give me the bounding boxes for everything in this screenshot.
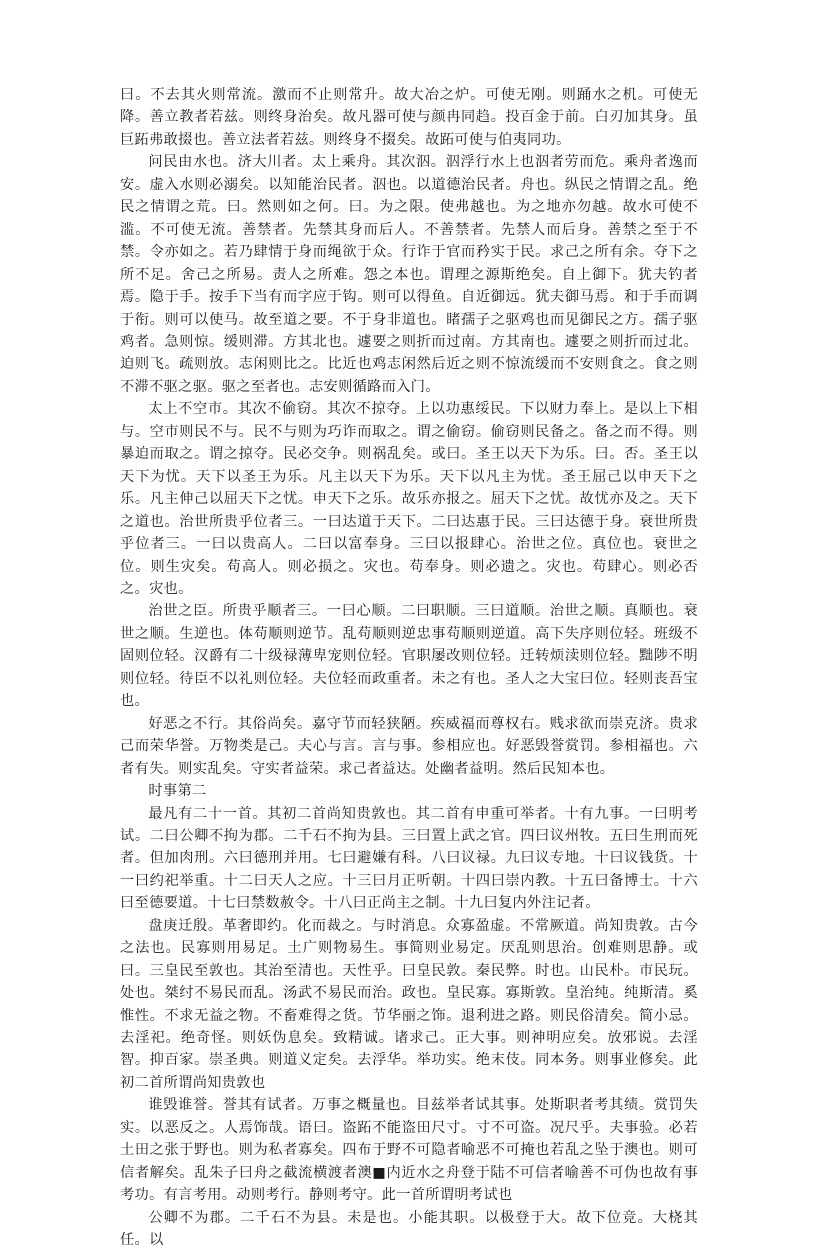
paragraph: 问民由水也。济大川者。太上乘舟。其次泅。泅浮行水上也泅者劳而危。乘舟者逸而安。虚入水则必溺矣。以知能治民者。泅也。以道德治民者。舟也。纵民之情谓之乱。绝民之情谓之荒。曰。然则如之何。曰。为之限。使弗越也。为之地亦勿越。故水可使不滥。不可使无流。善禁者。先禁其身而后人。不善禁者。先禁人而后身。善禁之至于不禁。令亦如之。若乃肆情于身而绳欲于众。行诈于官而矜实于民。求己之所有余。夺下之所不足。舍己之所易。责人之所难。怨之本也。谓理之源斯绝矣。自上御下。犹夫钓者焉。隐于手。按手下当有而字应于钩。则可以得鱼。自近御远。犹夫御马焉。和于手而调于衔。则可以使马。故至道之要。不于身非道也。睹孺子之驱鸡也而见御民之方。孺子驱鸡者。急则惊。缓则滞。方其北也。遽要之则折而过南。方其南也。遽要之则折而过北。迫则飞。疏则放。志闲则比之。比近也鸡志闲然后近之则不惊流缓而不安则食之。食之则不滞不驱之驱。驱之至者也。志安则循路而入门。 [120, 154, 698, 395]
paragraph: 盘庚迁殷。革奢即约。化而裁之。与时消息。众寡盈虚。不常厥道。尚知贵敦。古今之法也。民寡则用易足。土广则物易生。事简则业易定。厌乱则思治。创难则思静。或曰。三皇民至敦也。其治至清也。天性乎。曰皇民敦。秦民弊。时也。山民朴。市民玩。处也。桀纣不易民而乱。汤武不易民而治。政也。皇民寡。寡斯敦。皇治纯。纯斯清。奚惟性。不求无益之物。不畜难得之货。节华丽之饰。退利进之路。则民俗清矣。简小忌。去淫祀。绝奇怪。则妖伪息矣。致精诚。诸求己。正大事。则神明应矣。放邪说。去淫智。抑百家。崇圣典。则道义定矣。去浮华。举功实。绝末伎。同本务。则事业修矣。此初二首所谓尚知贵敦也 [120, 917, 698, 1091]
document-page [120, 84, 698, 1252]
paragraph: 好恶之不行。其俗尚矣。嘉守节而轻狭陋。疾威福而尊权右。贱求欲而崇克济。贵求己而荣华誉。万物类是己。夫心与言。言与事。参相应也。好恶毁誉赏罚。参相福也。六者有失。则实乱矣。守实者益荣。求己者益达。处幽者益明。然后民知本也。 [120, 715, 698, 777]
paragraph: 最凡有二十一首。其初二首尚知贵敦也。其二首有申重可举者。十有九事。一曰明考试。二曰公卿不拘为郡。二千石不拘为县。三曰置上武之官。四曰议州牧。五曰生刑而死者。但加肉刑。六曰德刑并用。七曰避嫌有科。八曰议禄。九曰议专地。十曰议钱货。十一曰约祀举重。十二曰天人之应。十三曰月正听朝。十四曰崇内教。十五曰备博士。十六曰至德要道。十七曰禁数赦令。十八曰正尚主之制。十九曰复内外注记者。 [120, 805, 698, 912]
section-heading: 时事第二 [148, 783, 207, 800]
paragraph: 治世之臣。所贵乎顺者三。一曰心顺。二曰职顺。三曰道顺。治世之顺。真顺也。衰世之顺。生逆也。体苟顺则逆节。乱苟顺则逆忠事苟顺则逆道。高下失序则位轻。班级不固则位轻。汉爵有二十级禄薄卑宠则位轻。官职屡改则位轻。迁转烦渎则位轻。黜陟不明则位轻。待臣不以礼则位轻。夫位轻而政重者。未之有也。圣人之大宝曰位。轻则丧吾宝也。 [120, 603, 698, 710]
paragraph: 太上不空市。其次不偷窃。其次不掠夺。上以功惠绥民。下以财力奉上。是以上下相与。空市则民不与。民不与则为巧诈而取之。谓之偷窃。偷窃则民备之。备之而不得。则暴迫而取之。谓之掠夺。民必交争。则祸乱矣。或曰。圣王以天下为乐。曰。否。圣王以天下为忧。天下以圣王为乐。凡主以天下为乐。天下以凡主为忧。圣王屈己以申天下之乐。凡主伸己以屈天下之忧。申天下之乐。故乐亦报之。屈天下之忧。故忧亦及之。天下之道也。治世所贵乎位者三。一曰达道于天下。二曰达惠于民。三曰达德于身。衰世所贵乎位者三。一曰以贵高人。二曰以富奉身。三曰以报肆心。治世之位。真位也。衰世之位。则生灾矣。苟高人。则必损之。灾也。苟奉身。则必遗之。灾也。苟肆心。则必否之。灾也。 [120, 401, 698, 597]
paragraph: 公卿不为郡。二千石不为县。未是也。小能其职。以极登于大。故下位竞。大桡其任。以 [120, 1209, 698, 1249]
paragraph: 曰。不去其火则常流。激而不止则常升。故大冶之炉。可使无刚。则踊水之机。可使无降。善立教者若兹。则终身治矣。故凡器可使与颜冉同趋。投百金于前。白刃加其身。虽巨跖弗敢掇也。善立法者若兹。则终身不掇矣。故跖可使与伯夷同功。 [120, 87, 698, 148]
paragraph: 谁毁谁誉。誉其有试者。万事之概量也。目兹举者试其事。处斯职者考其绩。赏罚失实。以恶反之。人焉饰哉。语曰。盗跖不能盗田尺寸。寸不可盗。况尺乎。夫事验。必若土田之张于野也。则为私者寡矣。四布于野不可隐者喻恶不可掩也若乱之坠于澳也。则可信者解矣。乱朱子曰舟之截流横渡者澳■内近水之舟登于陆不可信者喻善不可伪也故有事考功。有言考用。动则考行。静则考守。此一首所谓明考试也 [120, 1097, 698, 1204]
